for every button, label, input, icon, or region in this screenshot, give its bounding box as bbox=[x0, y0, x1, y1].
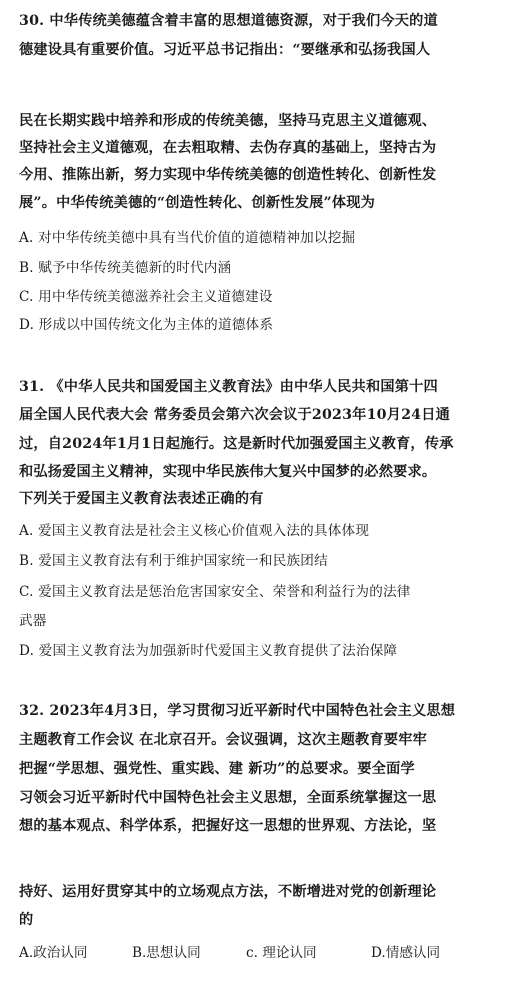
option-a: A. 爱国主义教育法是社会主义核心价值观入法的具体体现 bbox=[19, 523, 370, 539]
question-text-line: 和弘扬爱国主义精神，实现中华民族伟大复兴中国梦的必然要求。 bbox=[19, 464, 437, 480]
question-text-line: 今用、推陈出新，努力实现中华传统美德的创造性转化、创新性发 bbox=[19, 167, 437, 183]
question-text-line: 把握“学思想、强党性、重实践、建 新功”的总要求。要全面学 bbox=[19, 761, 415, 777]
question-text-line: 32. 2023年4月3日，学习贯彻习近平新时代中国特色社会主义思想 bbox=[19, 703, 456, 719]
option-c: C. 爱国主义教育法是惩治危害国家安全、荣誉和利益行为的法律 bbox=[19, 584, 411, 600]
question-text-line: 德建设具有重要价值。习近平总书记指出：“要继承和弘扬我国人 bbox=[19, 42, 431, 58]
options-row bbox=[19, 944, 503, 962]
option-d: D. 爱国主义教育法为加强新时代爱国主义教育提供了法治保障 bbox=[19, 643, 398, 659]
option-c: C. 用中华传统美德滋养社会主义道德建设 bbox=[19, 289, 273, 305]
question-text-line: 想的基本观点、科学体系，把握好这一思想的世界观、方法论，坚 bbox=[19, 818, 437, 834]
option-b: B. 赋予中华传统美德新的时代内涵 bbox=[19, 260, 232, 276]
option-d: D. 形成以中国传统文化为主体的道德体系 bbox=[19, 317, 274, 333]
option-b: B. 爱国主义教育法有利于维护国家统一和民族团结 bbox=[19, 553, 328, 569]
question-text-line: 届全国人民代表大会 常务委员会第六次会议于2023年10月24日通 bbox=[19, 407, 451, 423]
question-text-line: 主题教育工作会议 在北京召开。会议强调，这次主题教育要牢牢 bbox=[19, 732, 427, 748]
question-text-line: 展”。中华传统美德的“创造性转化、创新性发展”体现为 bbox=[19, 195, 375, 211]
option-c-continuation: 武器 bbox=[19, 613, 47, 629]
question-text-line: 坚持社会主义道德观，在去粗取精、去伪存真的基础上，坚持古为 bbox=[19, 140, 437, 156]
question-text-line: 民在长期实践中培养和形成的传统美德，坚持马克思主义道德观、 bbox=[19, 113, 437, 129]
option-a: A.政治认同 bbox=[19, 945, 88, 961]
option-b: B.思想认同 bbox=[132, 945, 201, 961]
question-text-line: 30. 中华传统美德蕴含着丰富的思想道德资源，对于我们今天的道 bbox=[19, 13, 438, 29]
question-text-line: 31. 《中华人民共和国爱国主义教育法》由中华人民共和国第十四 bbox=[19, 379, 438, 395]
option-d: D.情感认同 bbox=[371, 945, 441, 961]
question-text-line: 下列关于爱国主义教育法表述正确的有 bbox=[19, 491, 264, 507]
question-text-line: 过，自2024年1月1日起施行。这是新时代加强爱国主义教育，传承 bbox=[19, 436, 454, 452]
question-text-line: 的 bbox=[19, 912, 34, 928]
option-c: c. 理论认同 bbox=[246, 945, 317, 961]
question-text-line: 持好、运用好贯穿其中的立场观点方法，不断增进对党的创新理论 bbox=[19, 884, 437, 900]
question-text-line: 习领会习近平新时代中国特色社会主义思想，全面系统掌握这一思 bbox=[19, 790, 437, 806]
option-a: A. 对中华传统美德中具有当代价值的道德精神加以挖掘 bbox=[19, 230, 356, 246]
